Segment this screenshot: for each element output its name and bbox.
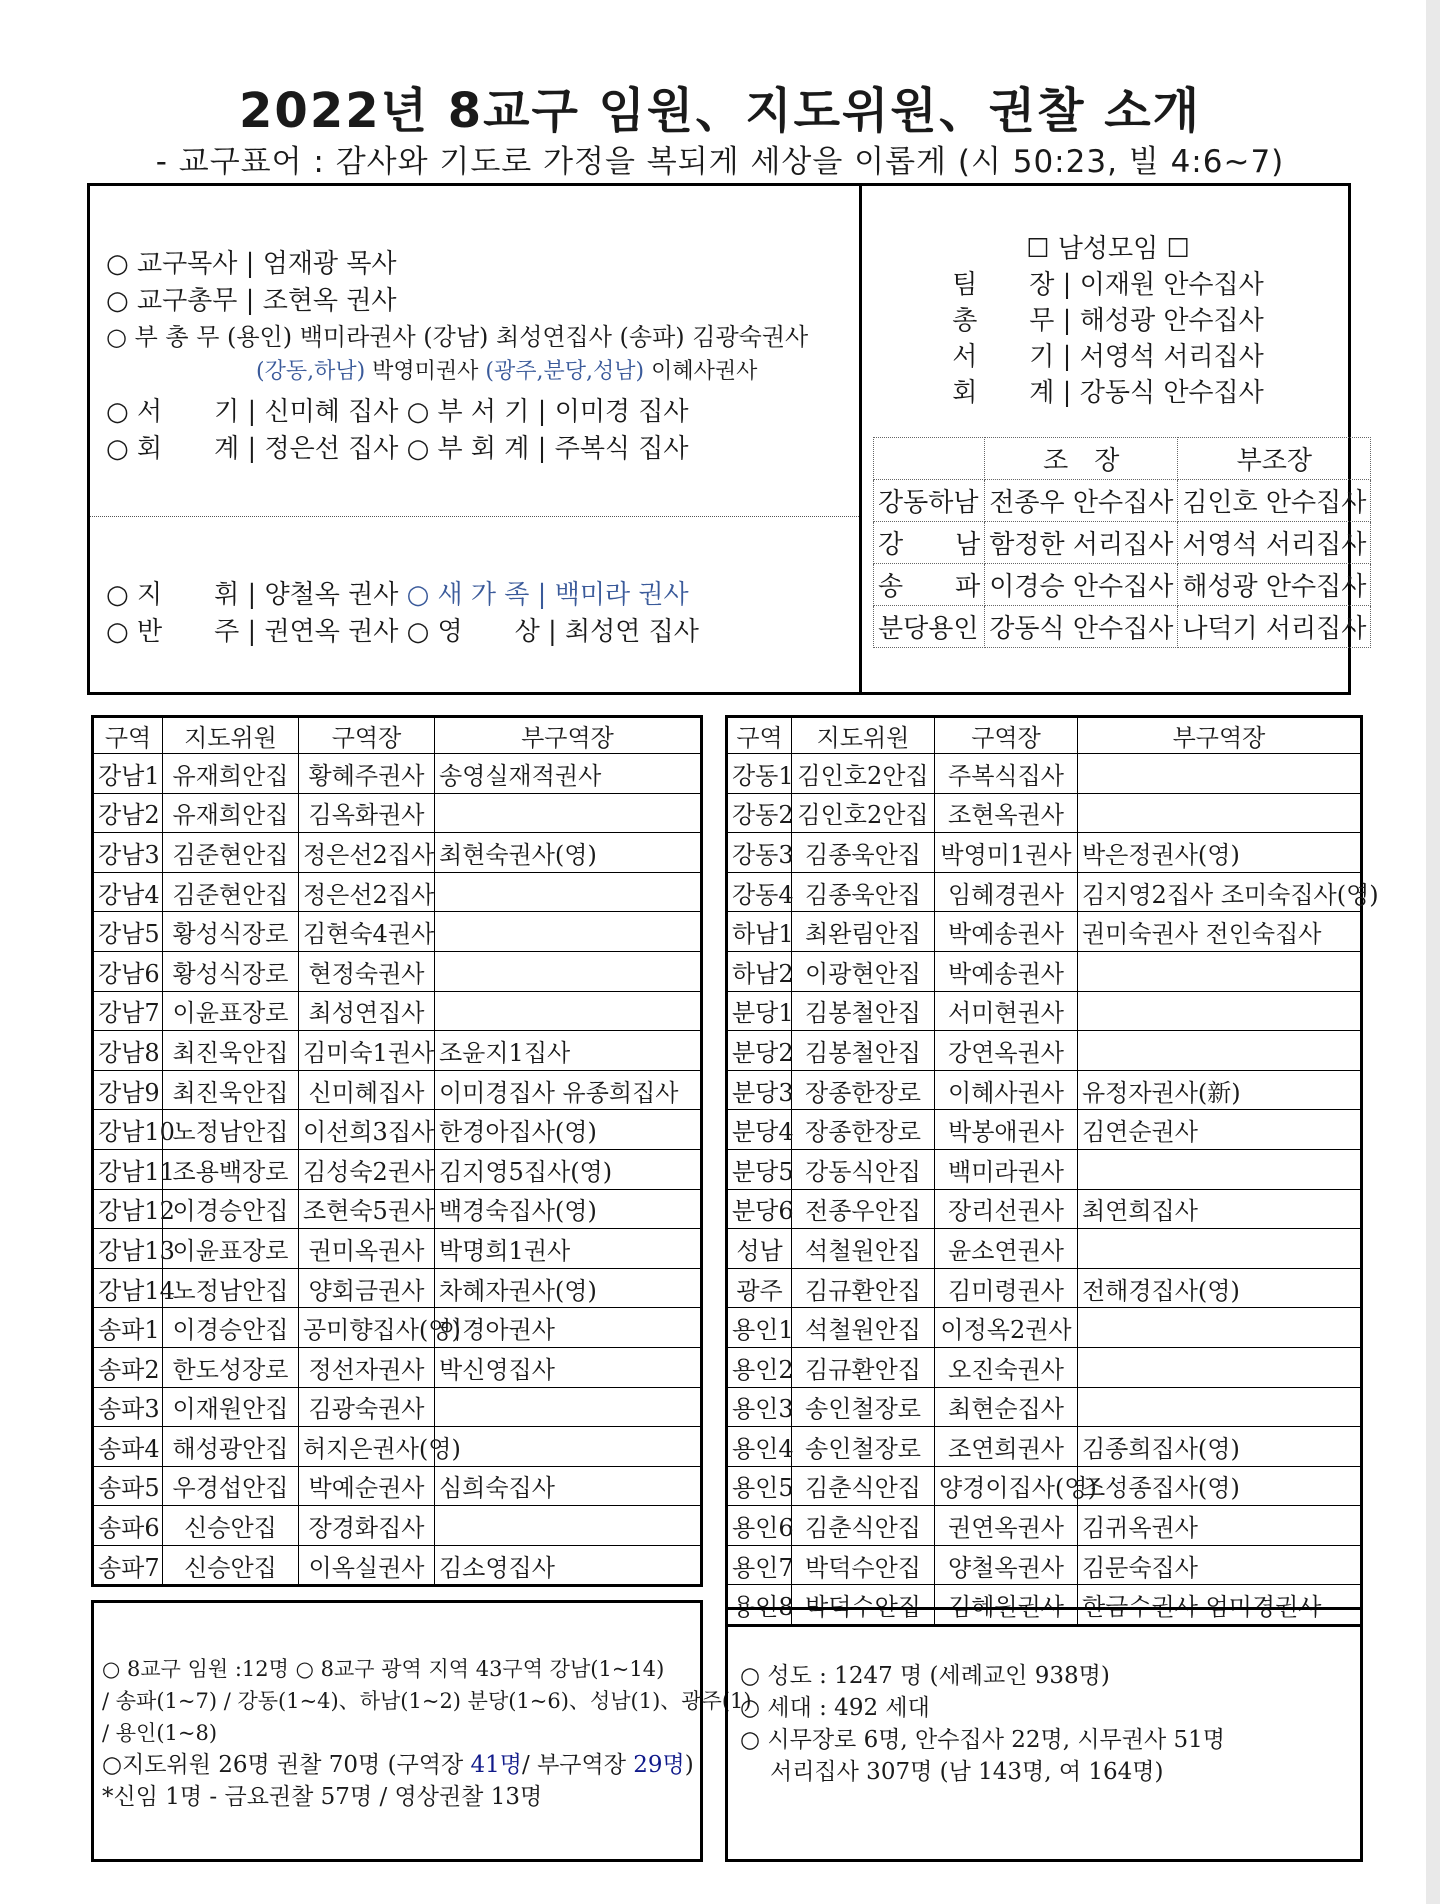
advisor: 김종욱안집 xyxy=(792,872,935,912)
district-leader: 이선희3집사 xyxy=(299,1110,435,1150)
district-name: 강남4 xyxy=(93,872,163,912)
advisor: 최진욱안집 xyxy=(163,1070,299,1110)
advisor: 한도성장로 xyxy=(163,1347,299,1387)
vice-leader xyxy=(1078,793,1362,833)
advisor: 송인철장로 xyxy=(792,1387,935,1427)
officer-vice-chiefs-2 xyxy=(256,354,757,385)
vice-leader xyxy=(1078,951,1362,991)
district-table-right xyxy=(725,715,1379,1627)
district-leader: 박영미1권사 xyxy=(935,833,1078,873)
table-row xyxy=(93,1427,702,1467)
district-leader: 장경화집사 xyxy=(299,1506,435,1546)
table-row xyxy=(93,793,702,833)
table-row xyxy=(727,1268,1362,1308)
advisor: 김준현안집 xyxy=(163,833,299,873)
summary-text: / 부구역장 xyxy=(522,1752,634,1778)
vice-leader: 차혜자권사(영) xyxy=(435,1268,702,1308)
district-leader: 강연옥권사 xyxy=(935,1031,1078,1071)
mens-title: ☐ 남성모임 ☐ xyxy=(1026,234,1190,264)
district-name: 분당3 xyxy=(727,1070,792,1110)
advisor: 노정남안집 xyxy=(163,1110,299,1150)
vice-leader: 한금수권사 엄미경권사 xyxy=(1078,1585,1362,1626)
officer-vice-chiefs: ○ 부 총 무 (용인) 백미라권사 (강남) 최성연집사 (송파) 김광숙권사 xyxy=(106,323,809,351)
team-vice: 해성광 안수집사 xyxy=(1178,564,1371,606)
team-leader: 이경승 안수집사 xyxy=(985,564,1178,606)
table-row xyxy=(727,1149,1362,1189)
name-park: 박영미권사 xyxy=(365,359,486,384)
advisor: 이윤표장로 xyxy=(163,1229,299,1269)
district-leader: 신미혜집사 xyxy=(299,1070,435,1110)
summary-text: ) xyxy=(684,1752,694,1778)
vice-leader: 김소영집사 xyxy=(435,1545,702,1586)
col-header: 구역 xyxy=(727,717,792,754)
district-name: 분당1 xyxy=(727,991,792,1031)
district-name: 용인2 xyxy=(727,1347,792,1387)
advisor: 조용백장로 xyxy=(163,1149,299,1189)
team-header xyxy=(874,438,985,480)
mens-role: 총 무 | 해성광 안수집사 xyxy=(952,306,1264,336)
vice-leader: 김지영2집사 조미숙집사(영) xyxy=(1078,872,1362,912)
district-leader: 최성연집사 xyxy=(299,991,435,1031)
new-family: ○ 새 가 족 | 백미라 권사 xyxy=(406,580,689,610)
team-leader: 함정한 서리집사 xyxy=(985,522,1178,564)
advisor: 석철원안집 xyxy=(792,1308,935,1348)
district-leader: 공미향집사(영) xyxy=(299,1308,435,1348)
district-name: 분당2 xyxy=(727,1031,792,1071)
district-leader: 이혜사권사 xyxy=(935,1070,1078,1110)
district-name: 용인8 xyxy=(727,1585,792,1626)
vice-leader: 김연순권사 xyxy=(1078,1110,1362,1150)
vice-leader xyxy=(1078,754,1362,794)
district-name: 강남1 xyxy=(93,754,163,794)
district-leader-count: 41명 xyxy=(470,1752,523,1778)
team-leader: 강동식 안수집사 xyxy=(985,606,1178,648)
district-leader: 황혜주권사 xyxy=(299,754,435,794)
advisor: 노정남안집 xyxy=(163,1268,299,1308)
table-row xyxy=(93,1110,702,1150)
district-leader: 정선자권사 xyxy=(299,1347,435,1387)
district-leader: 최현순집사 xyxy=(935,1387,1078,1427)
district-name: 송파7 xyxy=(93,1545,163,1586)
district-leader: 박예순권사 xyxy=(299,1466,435,1506)
table-row xyxy=(93,1229,702,1269)
advisor: 해성광안집 xyxy=(163,1427,299,1467)
vice-leader: 김귀옥권사 xyxy=(1078,1506,1362,1546)
district-leader: 양회금권사 xyxy=(299,1268,435,1308)
vice-leader xyxy=(1078,1031,1362,1071)
advisor: 최완림안집 xyxy=(792,912,935,952)
vice-leader xyxy=(435,1506,702,1546)
district-leader: 백미라권사 xyxy=(935,1149,1078,1189)
table-row xyxy=(727,912,1362,952)
district-leader: 양철옥권사 xyxy=(935,1545,1078,1585)
summary-line: 서리집사 307명 (남 143명, 여 164명) xyxy=(770,1759,1164,1785)
district-name: 강남13 xyxy=(93,1229,163,1269)
advisor: 김종욱안집 xyxy=(792,833,935,873)
district-table-left xyxy=(91,715,703,1587)
vice-leader xyxy=(435,991,702,1031)
table-row xyxy=(727,1545,1362,1585)
district-name: 강남5 xyxy=(93,912,163,952)
vice-leader: 최현숙권사(영) xyxy=(435,833,702,873)
table-row xyxy=(727,1229,1362,1269)
region-gangdong-hanam: (강동,하남) xyxy=(256,359,366,384)
team-header: 부조장 xyxy=(1178,438,1371,480)
district-name: 송파5 xyxy=(93,1466,163,1506)
officer-secretary: ○ 서 기 | 신미혜 집사 ○ 부 서 기 | 이미경 집사 xyxy=(106,397,689,427)
advisor: 박덕수안집 xyxy=(792,1585,935,1626)
summary-line: / 송파(1~7) / 강동(1~4)、하남(1~2) 분당(1~6)、성남(1)、광주(1) xyxy=(102,1689,752,1713)
district-leader: 김혜원권사 xyxy=(935,1585,1078,1626)
table-row xyxy=(93,912,702,952)
advisor: 이광현안집 xyxy=(792,951,935,991)
district-leader: 이정옥2권사 xyxy=(935,1308,1078,1348)
table-row xyxy=(93,1506,702,1546)
team-region: 강동하남 xyxy=(874,480,985,522)
table-row xyxy=(727,1427,1362,1467)
table-row xyxy=(93,1070,702,1110)
mens-role: 팀 장 | 이재원 안수집사 xyxy=(952,270,1264,300)
table-row xyxy=(93,1308,702,1348)
team-header: 조 장 xyxy=(985,438,1178,480)
table-row xyxy=(93,1545,702,1586)
vice-leader xyxy=(435,793,702,833)
summary-line: / 용인(1~8) xyxy=(102,1721,218,1745)
col-header: 지도위원 xyxy=(792,717,935,754)
district-name: 광주 xyxy=(727,1268,792,1308)
vice-leader: 전해경집사(영) xyxy=(1078,1268,1362,1308)
table-row xyxy=(93,1347,702,1387)
district-name: 강남8 xyxy=(93,1031,163,1071)
advisor: 신승안집 xyxy=(163,1506,299,1546)
district-leader: 김성숙2권사 xyxy=(299,1149,435,1189)
vice-leader: 송영실재적권사 xyxy=(435,754,702,794)
vice-leader-count: 29명 xyxy=(633,1752,685,1778)
advisor: 우경섭안집 xyxy=(163,1466,299,1506)
conductor: ○ 지 휘 | 양철옥 권사 xyxy=(106,580,407,610)
vice-leader: 김종희집사(영) xyxy=(1078,1427,1362,1467)
advisor: 유재희안집 xyxy=(163,754,299,794)
table-row xyxy=(93,1466,702,1506)
col-header: 지도위원 xyxy=(163,717,299,754)
district-leader: 박예송권사 xyxy=(935,951,1078,991)
team-region: 분당용인 xyxy=(874,606,985,648)
table-row xyxy=(727,1110,1362,1150)
summary-line: ○ 8교구 임원 :12명 ○ 8교구 광역 지역 43구역 강남(1~14) xyxy=(102,1657,665,1681)
district-name: 강남7 xyxy=(93,991,163,1031)
vice-leader: 김문숙집사 xyxy=(1078,1545,1362,1585)
vice-leader: 유정자권사(新) xyxy=(1078,1070,1362,1110)
district-leader: 박예송권사 xyxy=(935,912,1078,952)
table-row xyxy=(727,1387,1362,1427)
col-header: 부구역장 xyxy=(435,717,702,754)
district-leader: 권연옥권사 xyxy=(935,1506,1078,1546)
vice-leader xyxy=(1078,1347,1362,1387)
vice-leader: 백경숙집사(영) xyxy=(435,1189,702,1229)
mens-role: 서 기 | 서영석 서리집사 xyxy=(952,342,1264,372)
team-vice: 나덕기 서리집사 xyxy=(1178,606,1371,648)
table-row xyxy=(727,1070,1362,1110)
advisor: 김춘식안집 xyxy=(792,1466,935,1506)
col-header: 구역장 xyxy=(935,717,1078,754)
district-name: 강동4 xyxy=(727,872,792,912)
vice-leader: 한경아집사(영) xyxy=(435,1110,702,1150)
district-name: 하남1 xyxy=(727,912,792,952)
district-name: 용인3 xyxy=(727,1387,792,1427)
vice-leader: 박신영집사 xyxy=(435,1347,702,1387)
district-leader: 이옥실권사 xyxy=(299,1545,435,1586)
district-name: 분당6 xyxy=(727,1189,792,1229)
table-row xyxy=(93,1268,702,1308)
advisor: 김봉철안집 xyxy=(792,1031,935,1071)
table-row xyxy=(727,1031,1362,1071)
district-name: 용인7 xyxy=(727,1545,792,1585)
district-name: 강남2 xyxy=(93,793,163,833)
district-leader: 장리선권사 xyxy=(935,1189,1078,1229)
vice-leader xyxy=(435,951,702,991)
summary-left xyxy=(91,1600,752,1862)
advisor: 이윤표장로 xyxy=(163,991,299,1031)
summary-line: ○ 시무장로 6명, 안수집사 22명, 시무권사 51명 xyxy=(740,1727,1225,1753)
table-row xyxy=(727,1466,1362,1506)
col-header: 구역장 xyxy=(299,717,435,754)
district-leader: 서미현권사 xyxy=(935,991,1078,1031)
district-leader: 허지은권사(영) xyxy=(299,1427,435,1467)
team-vice: 서영석 서리집사 xyxy=(1178,522,1371,564)
officer-pastor: ○ 교구목사 | 엄재광 목사 xyxy=(106,249,397,279)
advisor: 장종한장로 xyxy=(792,1110,935,1150)
summary-line: ○ 성도 : 1247 명 (세례교인 938명) xyxy=(740,1663,1110,1689)
district-leader: 임혜경권사 xyxy=(935,872,1078,912)
district-leader: 조연희권사 xyxy=(935,1427,1078,1467)
district-name: 강남10 xyxy=(93,1110,163,1150)
advisor: 김규환안집 xyxy=(792,1347,935,1387)
district-name: 성남 xyxy=(727,1229,792,1269)
vice-leader xyxy=(435,1427,702,1467)
district-leader: 주복식집사 xyxy=(935,754,1078,794)
district-leader: 오진숙권사 xyxy=(935,1347,1078,1387)
advisor: 김봉철안집 xyxy=(792,991,935,1031)
advisor: 송인철장로 xyxy=(792,1427,935,1467)
district-name: 분당4 xyxy=(727,1110,792,1150)
vice-leader xyxy=(435,912,702,952)
district-leader: 조현숙5권사 xyxy=(299,1189,435,1229)
summary-text: ○지도위원 26명 권찰 70명 (구역장 xyxy=(102,1752,471,1778)
team-leader: 전종우 안수집사 xyxy=(985,480,1178,522)
officer-chief: ○ 교구총무 | 조현옥 권사 xyxy=(106,286,397,316)
advisor: 김준현안집 xyxy=(163,872,299,912)
district-name: 분당5 xyxy=(727,1149,792,1189)
vice-leader xyxy=(1078,1229,1362,1269)
region-gwangju-bundang: (광주,분당,성남) xyxy=(485,359,645,384)
advisor: 최진욱안집 xyxy=(163,1031,299,1071)
mens-role: 회 계 | 강동식 안수집사 xyxy=(952,378,1264,408)
district-leader: 김광숙권사 xyxy=(299,1387,435,1427)
officer-treasurer: ○ 회 계 | 정은선 집사 ○ 부 회 계 | 주복식 집사 xyxy=(106,434,689,464)
district-name: 송파3 xyxy=(93,1387,163,1427)
district-leader: 조현옥권사 xyxy=(935,793,1078,833)
advisor: 황성식장로 xyxy=(163,912,299,952)
advisor: 김인호2안집 xyxy=(792,793,935,833)
summary-line: *신임 1명 - 금요권찰 57명 / 영상권찰 13명 xyxy=(102,1784,543,1810)
page-title: 2022년 8교구 임원、지도위원、권찰 소개 xyxy=(239,83,1201,139)
vice-leader xyxy=(1078,1387,1362,1427)
table-row xyxy=(727,793,1362,833)
name-lee: 이혜사권사 xyxy=(644,359,758,384)
advisor: 황성식장로 xyxy=(163,951,299,991)
vice-leader xyxy=(435,872,702,912)
district-name: 용인5 xyxy=(727,1466,792,1506)
table-row xyxy=(93,1189,702,1229)
table-row xyxy=(727,1347,1362,1387)
dotted-divider xyxy=(90,516,859,517)
table-row xyxy=(727,1189,1362,1229)
district-name: 송파6 xyxy=(93,1506,163,1546)
vice-leader: 박명희1권사 xyxy=(435,1229,702,1269)
district-name: 강남6 xyxy=(93,951,163,991)
advisor: 이재원안집 xyxy=(163,1387,299,1427)
team-leaders-table xyxy=(873,437,1371,648)
vice-leader: 김지영5집사(영) xyxy=(435,1149,702,1189)
page-edge xyxy=(1426,0,1440,1904)
district-leader: 박봉애권사 xyxy=(935,1110,1078,1150)
district-leader: 권미옥권사 xyxy=(299,1229,435,1269)
district-leader: 김옥화권사 xyxy=(299,793,435,833)
team-region: 강 남 xyxy=(874,522,985,564)
table-row xyxy=(727,833,1362,873)
advisor: 김인호2안집 xyxy=(792,754,935,794)
team-region: 송 파 xyxy=(874,564,985,606)
district-leader: 김미령권사 xyxy=(935,1268,1078,1308)
col-header: 구역 xyxy=(93,717,163,754)
advisor: 강동식안집 xyxy=(792,1149,935,1189)
table-row xyxy=(93,833,702,873)
vice-leader xyxy=(1078,1308,1362,1348)
table-row xyxy=(727,872,1362,912)
vice-leader xyxy=(1078,1149,1362,1189)
vice-leader: 심희숙집사 xyxy=(435,1466,702,1506)
summary-right xyxy=(725,1607,1363,1862)
table-row xyxy=(727,1506,1362,1546)
advisor: 석철원안집 xyxy=(792,1229,935,1269)
table-row xyxy=(727,754,1362,794)
vice-leader: 조윤지1집사 xyxy=(435,1031,702,1071)
vice-leader: 권미숙권사 전인숙집사 xyxy=(1078,912,1362,952)
district-name: 강남9 xyxy=(93,1070,163,1110)
district-leader: 정은선2집사 xyxy=(299,833,435,873)
district-name: 강동2 xyxy=(727,793,792,833)
vice-leader xyxy=(435,1387,702,1427)
district-name: 용인6 xyxy=(727,1506,792,1546)
district-name: 강남14 xyxy=(93,1268,163,1308)
vice-leader: 이미경집사 유종희집사 xyxy=(435,1070,702,1110)
advisor: 김규환안집 xyxy=(792,1268,935,1308)
col-header: 부구역장 xyxy=(1078,717,1362,754)
table-row xyxy=(93,872,702,912)
district-name: 용인4 xyxy=(727,1427,792,1467)
district-leader: 양경이집사(영) xyxy=(935,1466,1078,1506)
advisor: 박덕수안집 xyxy=(792,1545,935,1585)
district-name: 하남2 xyxy=(727,951,792,991)
advisor: 김춘식안집 xyxy=(792,1506,935,1546)
district-name: 강남11 xyxy=(93,1149,163,1189)
team-vice: 김인호 안수집사 xyxy=(1178,480,1371,522)
officer-accompanist: ○ 반 주 | 권연옥 권사 ○ 영 상 | 최성연 집사 xyxy=(106,617,699,647)
advisor: 전종우안집 xyxy=(792,1189,935,1229)
vice-leader: 조성종집사(영) xyxy=(1078,1466,1362,1506)
table-row xyxy=(727,951,1362,991)
table-row xyxy=(93,991,702,1031)
advisor: 이경승안집 xyxy=(163,1308,299,1348)
district-name: 송파2 xyxy=(93,1347,163,1387)
district-leader: 윤소연권사 xyxy=(935,1229,1078,1269)
district-leader: 정은선2집사 xyxy=(299,872,435,912)
district-name: 강동3 xyxy=(727,833,792,873)
advisor: 유재희안집 xyxy=(163,793,299,833)
district-name: 송파1 xyxy=(93,1308,163,1348)
district-leader: 현정숙권사 xyxy=(299,951,435,991)
table-row xyxy=(93,754,702,794)
advisor: 장종한장로 xyxy=(792,1070,935,1110)
district-leader: 김미숙1권사 xyxy=(299,1031,435,1071)
table-row xyxy=(93,1387,702,1427)
advisor: 이경승안집 xyxy=(163,1189,299,1229)
district-name: 용인1 xyxy=(727,1308,792,1348)
table-row xyxy=(93,1149,702,1189)
vice-leader: 이경아권사 xyxy=(435,1308,702,1348)
summary-line xyxy=(102,1749,700,1781)
table-row xyxy=(93,951,702,991)
officer-conductor xyxy=(106,574,689,611)
table-row xyxy=(93,1031,702,1071)
table-row xyxy=(727,991,1362,1031)
district-name: 강동1 xyxy=(727,754,792,794)
district-name: 송파4 xyxy=(93,1427,163,1467)
vice-leader: 박은정권사(영) xyxy=(1078,833,1362,873)
advisor: 신승안집 xyxy=(163,1545,299,1586)
table-row xyxy=(727,1308,1362,1348)
district-name: 강남3 xyxy=(93,833,163,873)
page-subtitle: - 교구표어 : 감사와 기도로 가정을 복되게 세상을 이롭게 (시 50:23, 빌 4:6~7) xyxy=(155,144,1285,180)
district-leader: 김현숙4권사 xyxy=(299,912,435,952)
vice-leader: 최연희집사 xyxy=(1078,1189,1362,1229)
summary-line: ○ 세대 : 492 세대 xyxy=(740,1695,930,1721)
vice-leader xyxy=(1078,991,1362,1031)
district-name: 강남12 xyxy=(93,1189,163,1229)
